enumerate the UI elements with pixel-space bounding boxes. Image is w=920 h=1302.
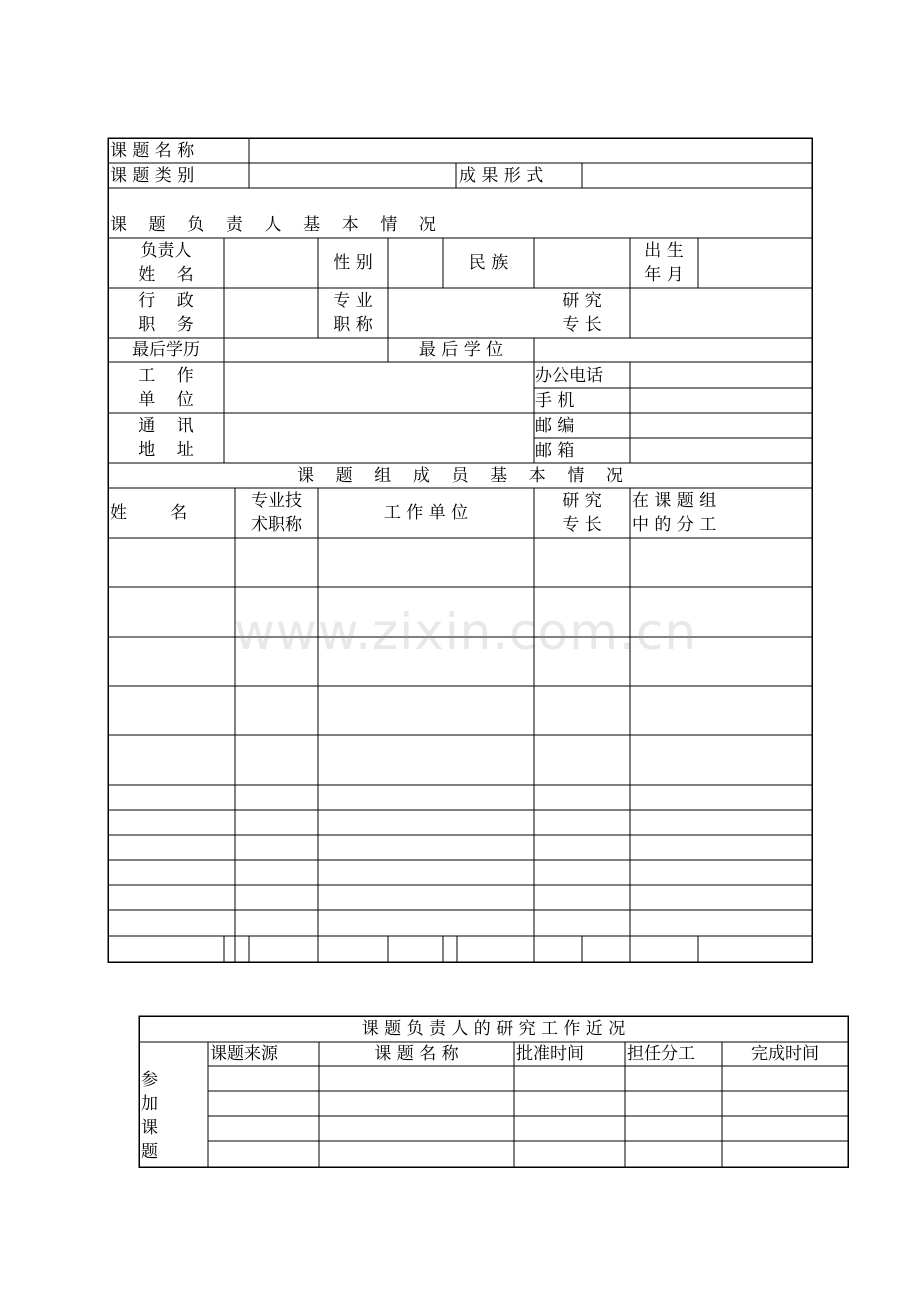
admin-post-label-line2: 职 务	[138, 315, 194, 335]
topic-type-label: 课 题 类 别	[110, 166, 195, 186]
work-unit-label-line2: 单 位	[138, 390, 194, 410]
col-header-completion-time: 完成时间	[751, 1044, 819, 1064]
birth-label-line2: 年 月	[644, 265, 684, 285]
degree-label: 最 后 学 位	[418, 340, 504, 360]
leader-name-label-line2: 姓 名	[138, 265, 194, 285]
side-label-char-2: 加	[141, 1094, 158, 1114]
birth-label-line1: 出 生	[644, 241, 684, 261]
leader-name-label-line1: 负责人	[140, 241, 192, 261]
member-title-header-line1: 专业技	[251, 491, 302, 511]
member-title-header-line2: 术职称	[251, 515, 302, 535]
education-label: 最后学历	[132, 340, 200, 360]
admin-post-label-line1: 行 政	[138, 291, 194, 311]
research-label-line1: 研 究	[562, 291, 602, 311]
email-label: 邮 箱	[535, 441, 575, 461]
member-role-header-line1: 在 课 题 组	[632, 491, 717, 511]
side-label-char-3: 课	[141, 1118, 158, 1138]
address-label-line1: 通 讯	[138, 416, 194, 436]
side-label-char-1: 参	[141, 1070, 158, 1090]
member-role-header-line2: 中 的 分 工	[632, 515, 717, 535]
col-header-approval-time: 批准时间	[516, 1044, 584, 1064]
col-header-source: 课题来源	[210, 1044, 278, 1064]
prof-title-label-line1: 专 业	[333, 291, 373, 311]
member-specialty-header-line1: 研 究	[562, 491, 602, 511]
side-label-char-4: 题	[141, 1142, 158, 1162]
work-unit-label-line1: 工 作	[138, 366, 194, 386]
member-name-header: 姓 名	[110, 503, 188, 523]
col-header-topic-name: 课 题 名 称	[374, 1044, 459, 1064]
watermark: www.zixin.com.cn	[234, 603, 698, 661]
members-section-title: 课 题 组 成 员 基 本 情 况	[297, 466, 623, 486]
research-label-line2: 专 长	[562, 315, 602, 335]
address-label-line2: 地 址	[138, 440, 194, 460]
col-header-role: 担任分工	[627, 1044, 695, 1064]
result-form-label: 成 果 形 式	[459, 166, 544, 186]
member-specialty-header-line2: 专 长	[562, 515, 602, 535]
mobile-label: 手 机	[535, 391, 575, 411]
member-unit-header: 工 作 单 位	[383, 503, 469, 523]
ethnicity-label: 民 族	[468, 253, 509, 273]
topic-name-label: 课 题 名 称	[110, 141, 195, 161]
leader-section-title: 课 题 负 责 人 基 本 情 况	[110, 215, 436, 235]
postcode-label: 邮 编	[535, 416, 575, 436]
prof-title-label-line2: 职 称	[333, 315, 373, 335]
research-status-title: 课 题 负 责 人 的 研 究 工 作 近 况	[361, 1019, 626, 1039]
gender-label: 性 别	[333, 253, 373, 273]
office-phone-label: 办公电话	[535, 366, 603, 386]
